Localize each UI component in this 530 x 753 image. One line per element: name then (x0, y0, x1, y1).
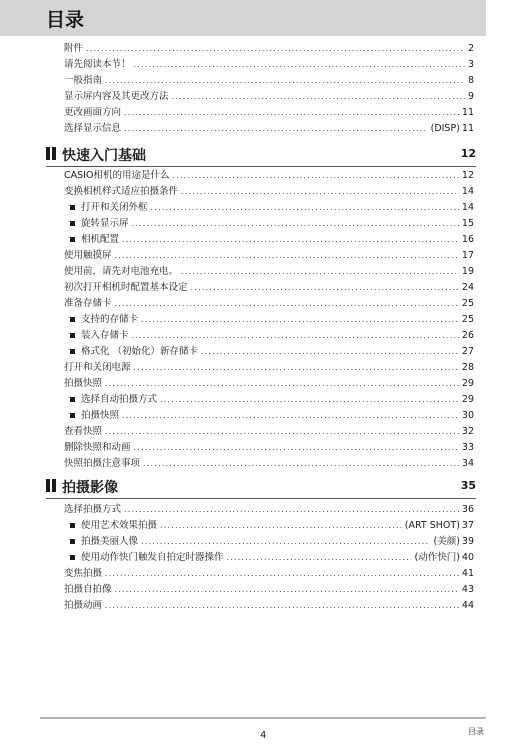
toc-entry-page: 41 (461, 568, 474, 579)
toc-entry-page: 12 (461, 170, 474, 181)
toc-entry-title: 附件 (64, 43, 84, 54)
toc-entry-page: 9 (467, 91, 474, 102)
dot-leader (191, 280, 459, 296)
chapter-title: 拍摄影像 (62, 480, 118, 496)
toc-entry-page: 27 (461, 346, 474, 357)
dot-leader (124, 121, 428, 137)
toc-entry-page: 3 (467, 59, 474, 70)
toc-entry-page: 44 (461, 600, 474, 611)
toc-entry-page: 30 (461, 410, 474, 421)
toc-entry-title: 旋转显示屏 (64, 216, 129, 232)
toc-entry-title: 变换相机样式适应拍摄条件 (64, 186, 179, 197)
toc-sub-entry[interactable] (64, 534, 474, 550)
footer-page-number: 4 (260, 730, 267, 741)
toc-entry-title: 准备存储卡 (64, 298, 112, 309)
toc-entry[interactable] (64, 582, 474, 598)
toc-entry[interactable] (64, 566, 474, 582)
toc-entry-page: 16 (461, 234, 474, 245)
toc-entry-title: CASIO相机的用途是什么 (64, 170, 170, 181)
toc-sub-entry[interactable] (64, 392, 474, 408)
toc-entry-suffix: (动作快门) (414, 552, 460, 563)
dot-leader (160, 392, 459, 408)
dot-leader (134, 57, 465, 73)
toc-entry-title: 选择自动拍摄方式 (64, 392, 157, 408)
footer-divider (40, 717, 486, 719)
dot-leader (201, 344, 459, 360)
toc-entry-page: 34 (461, 458, 474, 469)
toc-sub-entry[interactable] (64, 518, 474, 534)
toc-entry-page: 28 (461, 362, 474, 373)
toc-entry-page: 33 (461, 442, 474, 453)
toc-entry-page: 37 (461, 520, 474, 531)
toc-entry-page: 2 (467, 43, 474, 54)
toc-entry-title: 拍摄自拍像 (64, 584, 112, 595)
toc-entry-page: 11 (461, 123, 474, 134)
toc-entry[interactable] (64, 440, 474, 456)
page-title: 目录 (46, 9, 85, 31)
toc-entry-title: 支持的存储卡 (64, 312, 138, 328)
toc-entry-title: 拍摄美丽人像 (64, 534, 138, 550)
dot-leader (105, 73, 465, 89)
chapter-heading-shooting[interactable] (46, 476, 476, 499)
dot-leader (124, 105, 459, 121)
toc-entry-title: 一般指南 (64, 75, 103, 86)
toc-entry[interactable] (64, 502, 474, 518)
dot-leader (105, 424, 459, 440)
toc-entry-page: 25 (461, 314, 474, 325)
toc-sub-entry[interactable] (64, 550, 474, 566)
toc-entry-title: 相机配置 (64, 232, 119, 248)
dot-leader (105, 598, 459, 614)
toc-entry-page: 39 (461, 536, 474, 547)
chapter-page-number: 35 (460, 479, 476, 492)
toc-entry-title: 拍摄动画 (64, 600, 103, 611)
dot-leader (134, 360, 459, 376)
toc-sub-entry[interactable] (64, 200, 474, 216)
chapter-marker-icon (46, 147, 58, 160)
toc-entry[interactable] (64, 184, 474, 200)
dot-leader (122, 408, 459, 424)
toc-intro-list (64, 41, 474, 137)
chapter-page-number: 12 (460, 147, 476, 160)
toc-entry-page: 29 (461, 394, 474, 405)
toc-entry-page: 26 (461, 330, 474, 341)
dot-leader (151, 200, 459, 216)
toc-entry-title: 使用艺术效果拍摄 (64, 518, 157, 534)
toc-entry-title: 删除快照和动画 (64, 442, 131, 453)
toc-entry-title: 请先阅读本节！ (64, 59, 131, 70)
toc-entry-page: 8 (467, 75, 474, 86)
toc-sub-entry[interactable] (64, 232, 474, 248)
toc-sub-entry[interactable] (64, 344, 474, 360)
toc-entry[interactable] (64, 41, 474, 57)
dot-leader (227, 550, 412, 566)
toc-entry-title: 使用触摸屏 (64, 250, 112, 261)
toc-entry[interactable] (64, 456, 474, 472)
chapter-heading-quick-start[interactable] (46, 144, 476, 167)
toc-entry-page: 24 (461, 282, 474, 293)
toc-entry-page: 14 (461, 202, 474, 213)
toc-entry-page: 25 (461, 298, 474, 309)
toc-entry-page: 40 (461, 552, 474, 563)
toc-entry-title: 打开和关闭外框 (64, 200, 148, 216)
dot-leader (134, 440, 459, 456)
toc-entry-page: 36 (461, 504, 474, 515)
toc-entry[interactable] (64, 105, 474, 121)
toc-entry-title: 使用前，请先对电池充电。 (64, 266, 179, 277)
dot-leader (132, 328, 459, 344)
toc-chapter-shooting-list (64, 502, 474, 614)
toc-entry[interactable] (64, 264, 474, 280)
toc-entry-page: 11 (461, 107, 474, 118)
dot-leader (141, 312, 459, 328)
dot-leader (141, 534, 430, 550)
toc-entry-page: 29 (461, 378, 474, 389)
dot-leader (115, 582, 459, 598)
chapter-title: 快速入门基础 (62, 148, 146, 164)
toc-entry-title: 快照拍摄注意事项 (64, 458, 141, 469)
dot-leader (181, 184, 459, 200)
toc-entry-suffix: (美颜) (433, 536, 460, 547)
dot-leader (132, 216, 459, 232)
toc-entry[interactable] (64, 598, 474, 614)
dot-leader (143, 456, 459, 472)
toc-entry-title: 格式化 （初始化）新存储卡 (64, 344, 198, 360)
toc-sub-entry[interactable] (64, 328, 474, 344)
toc-entry-title: 初次打开相机时配置基本设定 (64, 282, 188, 293)
dot-leader (105, 376, 459, 392)
toc-entry[interactable] (64, 248, 474, 264)
toc-entry[interactable] (64, 73, 474, 89)
toc-entry-page: 15 (461, 218, 474, 229)
dot-leader (115, 248, 459, 264)
toc-sub-entry[interactable] (64, 216, 474, 232)
dot-leader (124, 502, 459, 518)
toc-entry-title: 选择拍摄方式 (64, 504, 122, 515)
toc-entry-title: 拍摄快照 (64, 408, 119, 424)
toc-entry-title: 使用动作快门触发自拍定时器操作 (64, 550, 224, 566)
toc-entry-title: 变焦拍摄 (64, 568, 103, 579)
toc-entry-suffix: (ART SHOT) (404, 520, 460, 531)
toc-entry[interactable] (64, 376, 474, 392)
toc-entry[interactable] (64, 121, 474, 137)
dot-leader (181, 264, 459, 280)
toc-sub-entry[interactable] (64, 312, 474, 328)
toc-entry[interactable] (64, 89, 474, 105)
dot-leader (86, 41, 465, 57)
toc-sub-entry[interactable] (64, 408, 474, 424)
toc-entry-suffix: (DISP) (430, 123, 460, 134)
toc-entry[interactable] (64, 280, 474, 296)
toc-entry-title: 查看快照 (64, 426, 103, 437)
dot-leader (172, 89, 465, 105)
toc-entry-title: 更改画面方向 (64, 107, 122, 118)
toc-entry-title: 显示屏内容及其更改方法 (64, 91, 169, 102)
toc-entry[interactable] (64, 57, 474, 73)
toc-entry-page: 19 (461, 266, 474, 277)
toc-entry[interactable] (64, 360, 474, 376)
toc-entry[interactable] (64, 424, 474, 440)
dot-leader (172, 168, 458, 184)
toc-entry-title: 拍摄快照 (64, 378, 103, 389)
dot-leader (160, 518, 402, 534)
toc-entry-title: 选择显示信息 (64, 123, 122, 134)
toc-entry-page: 32 (461, 426, 474, 437)
toc-entry-title: 装入存储卡 (64, 328, 129, 344)
dot-leader (122, 232, 459, 248)
footer-section-label: 目录 (468, 727, 484, 736)
dot-leader (115, 296, 459, 312)
toc-entry[interactable] (64, 296, 474, 312)
toc-entry-page: 14 (461, 186, 474, 197)
toc-entry-title: 打开和关闭电源 (64, 362, 131, 373)
toc-entry[interactable] (64, 168, 474, 184)
toc-chapter-quick-start-list (64, 168, 474, 472)
toc-entry-page: 17 (461, 250, 474, 261)
chapter-marker-icon (46, 479, 58, 492)
toc-entry-page: 43 (461, 584, 474, 595)
dot-leader (105, 566, 459, 582)
